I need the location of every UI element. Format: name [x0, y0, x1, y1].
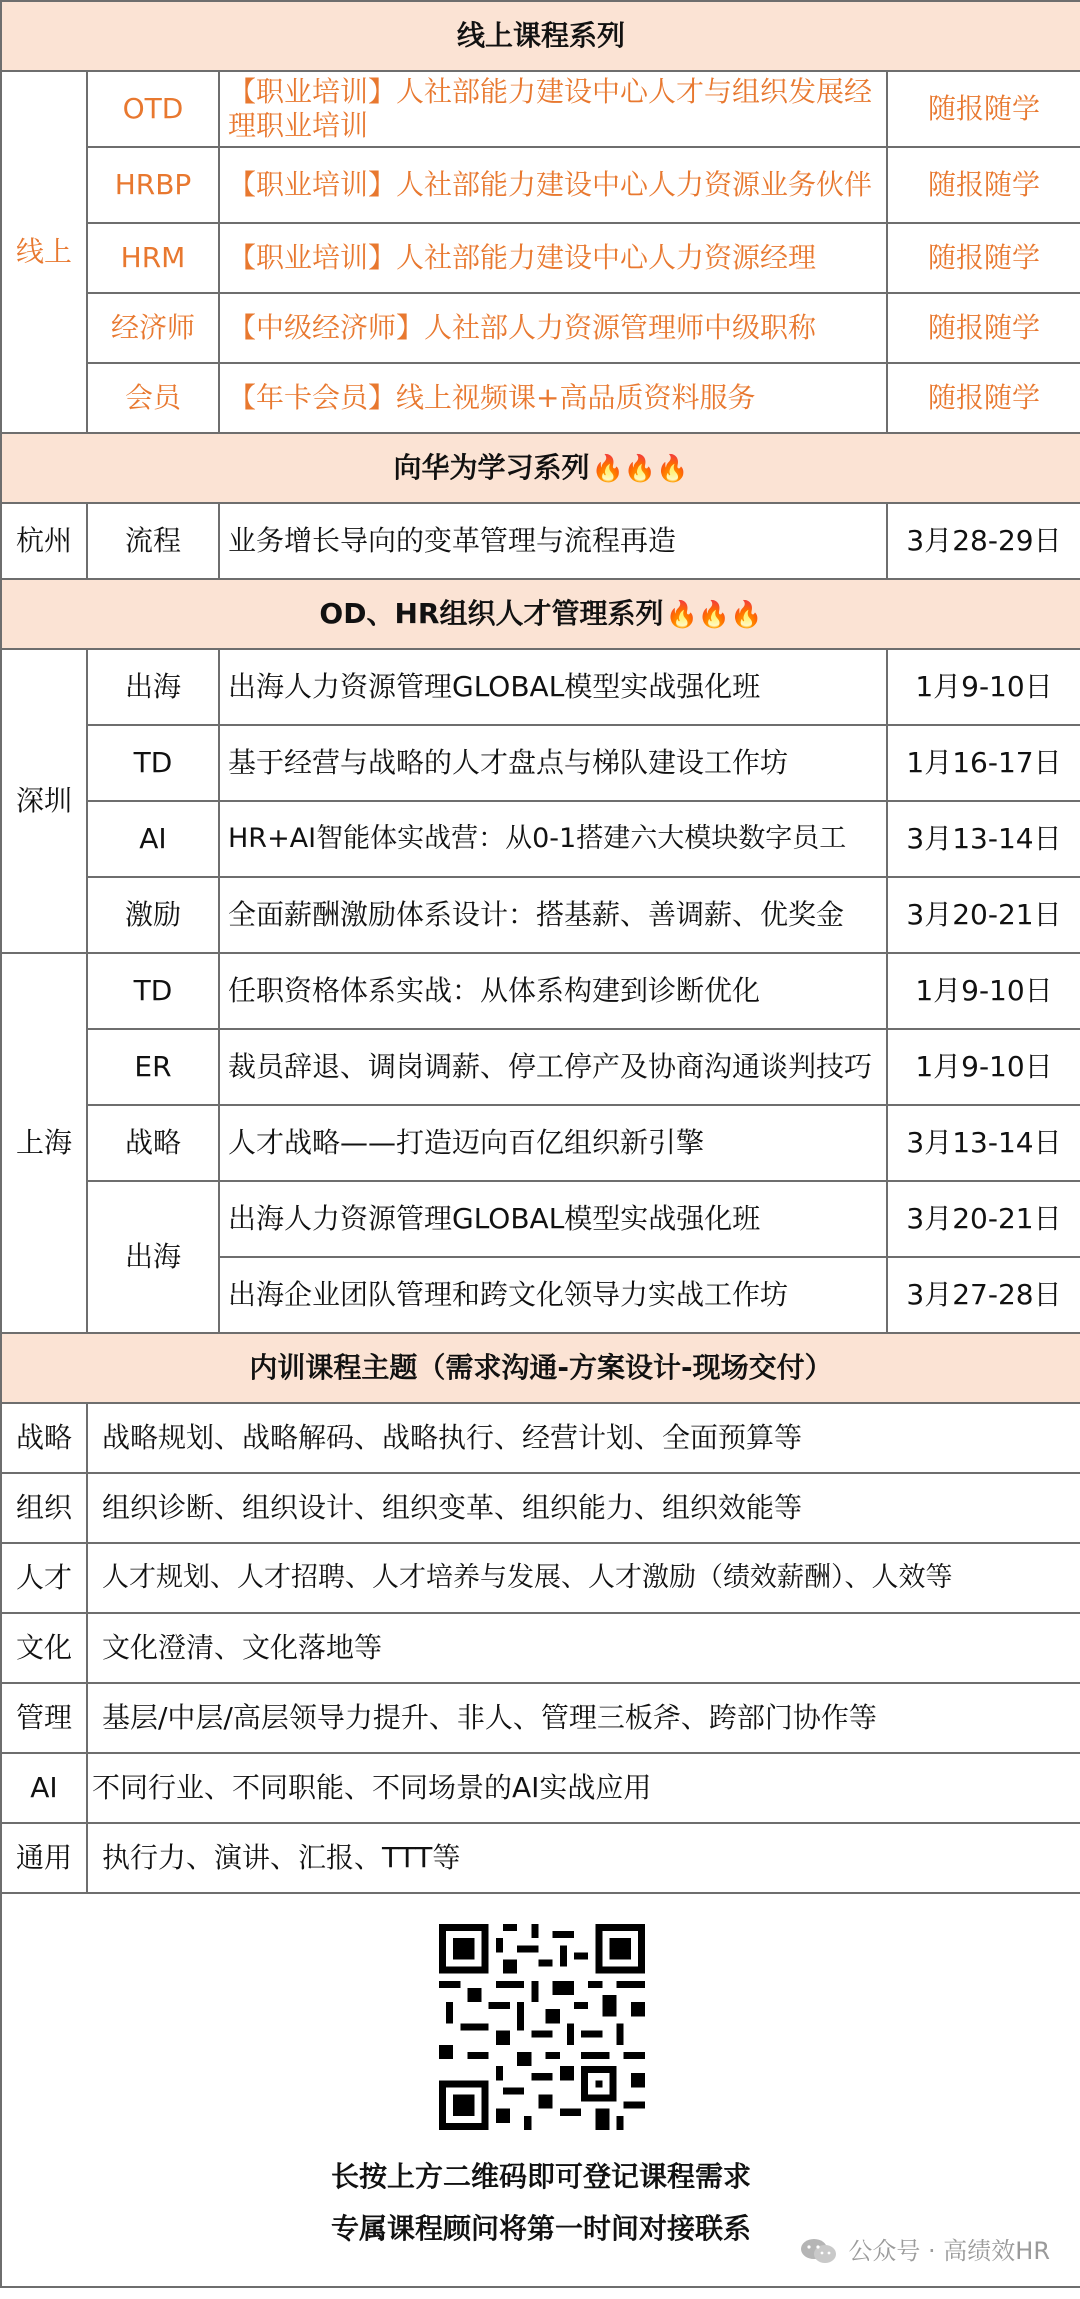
course-date: 随报随学 [887, 71, 1080, 147]
course-title[interactable]: 出海人力资源管理GLOBAL模型实战强化班 [219, 1181, 887, 1257]
course-title[interactable]: 业务增长导向的变革管理与流程再造 [219, 503, 887, 579]
course-code: HRM [87, 223, 219, 293]
course-title[interactable]: 【中级经济师】人社部人力资源管理师中级职称 [219, 293, 887, 363]
table-row [1, 1823, 1080, 1893]
watermark [800, 2234, 1050, 2268]
course-date: 随报随学 [887, 147, 1080, 223]
city-cell: 杭州 [1, 503, 87, 579]
topic-cell: 组织 [1, 1473, 87, 1543]
table-row [1, 71, 1080, 147]
topic-content: 组织诊断、组织设计、组织变革、组织能力、组织效能等 [87, 1473, 1080, 1543]
table-row [1, 1029, 1080, 1105]
section-header-huawei [1, 433, 1080, 503]
course-date: 3月20-21日 [887, 877, 1080, 953]
course-code: OTD [87, 71, 219, 147]
topic-content: 基层/中层/高层领导力提升、非人、管理三板斧、跨部门协作等 [87, 1683, 1080, 1753]
course-date: 3月28-29日 [887, 503, 1080, 579]
topic-cell: AI [1, 1753, 87, 1823]
table-row [1, 1753, 1080, 1823]
course-title[interactable]: 全面薪酬激励体系设计：搭基薪、善调薪、优奖金 [219, 877, 887, 953]
course-title[interactable]: 基于经营与战略的人才盘点与梯队建设工作坊 [219, 725, 887, 801]
table-row [1, 1403, 1080, 1473]
course-date: 3月13-14日 [887, 801, 1080, 877]
course-date: 3月27-28日 [887, 1257, 1080, 1333]
qr-code-icon[interactable] [439, 1924, 645, 2130]
wechat-icon [800, 2237, 838, 2265]
footer-line-1: 长按上方二维码即可登记课程需求 [331, 2160, 752, 2193]
region-cell: 线上 [1, 71, 87, 433]
table-row [1, 147, 1080, 223]
course-title[interactable]: 【职业培训】人社部能力建设中心人力资源经理 [219, 223, 887, 293]
course-date: 3月13-14日 [887, 1105, 1080, 1181]
course-code: AI [87, 801, 219, 877]
table-row [1, 649, 1080, 725]
fire-icon: 🔥🔥🔥 [665, 599, 763, 630]
section-title [1, 433, 1080, 503]
footer-line-2: 专属课程顾问将第一时间对接联系 [331, 2212, 752, 2245]
course-title[interactable]: 出海企业团队管理和跨文化领导力实战工作坊 [219, 1257, 887, 1333]
course-date: 随报随学 [887, 223, 1080, 293]
section-title: 内训课程主题（需求沟通-方案设计-现场交付） [1, 1333, 1080, 1403]
topic-cell: 人才 [1, 1543, 87, 1613]
course-code: 经济师 [87, 293, 219, 363]
table-row [1, 1181, 1080, 1257]
table-row [1, 503, 1080, 579]
section-title: 线上课程系列 [1, 1, 1080, 71]
course-code: 激励 [87, 877, 219, 953]
course-code: 战略 [87, 1105, 219, 1181]
section-title-text: OD、HR组织人才管理系列 [319, 596, 664, 630]
course-code: TD [87, 953, 219, 1029]
table-row [1, 1105, 1080, 1181]
course-date: 1月16-17日 [887, 725, 1080, 801]
table-row [1, 725, 1080, 801]
table-row [1, 1683, 1080, 1753]
course-code: 会员 [87, 363, 219, 433]
course-code: HRBP [87, 147, 219, 223]
course-code: ER [87, 1029, 219, 1105]
table-row [1, 1473, 1080, 1543]
course-title[interactable]: 【年卡会员】线上视频课+高品质资料服务 [219, 363, 887, 433]
course-code: 出海 [87, 649, 219, 725]
topic-content: 执行力、演讲、汇报、TTT等 [87, 1823, 1080, 1893]
course-code: 出海 [87, 1181, 219, 1333]
course-title[interactable]: 裁员辞退、调岗调薪、停工停产及协商沟通谈判技巧 [219, 1029, 887, 1105]
course-title[interactable]: HR+AI智能体实战营：从0-1搭建六大模块数字员工 [219, 801, 887, 877]
course-date: 1月9-10日 [887, 649, 1080, 725]
topic-cell: 管理 [1, 1683, 87, 1753]
topic-cell: 战略 [1, 1403, 87, 1473]
table-row [1, 801, 1080, 877]
table-row [1, 953, 1080, 1029]
course-title[interactable]: 【职业培训】人社部能力建设中心人才与组织发展经理职业培训 [219, 71, 887, 147]
table-row [1, 1543, 1080, 1613]
section-title [1, 579, 1080, 649]
course-title[interactable]: 【职业培训】人社部能力建设中心人力资源业务伙伴 [219, 147, 887, 223]
topic-content: 不同行业、不同职能、不同场景的AI实战应用 [87, 1753, 1080, 1823]
footer-row [1, 1893, 1080, 2287]
topic-content: 文化澄清、文化落地等 [87, 1613, 1080, 1683]
topic-cell: 通用 [1, 1823, 87, 1893]
fire-icon: 🔥🔥🔥 [591, 453, 689, 484]
course-date: 3月20-21日 [887, 1181, 1080, 1257]
watermark-text: 公众号 · 高绩效HR [848, 2237, 1051, 2265]
city-cell: 深圳 [1, 649, 87, 953]
section-header-inhouse [1, 1333, 1080, 1403]
topic-content: 战略规划、战略解码、战略执行、经营计划、全面预算等 [87, 1403, 1080, 1473]
course-code: TD [87, 725, 219, 801]
topic-cell: 文化 [1, 1613, 87, 1683]
course-date: 随报随学 [887, 293, 1080, 363]
course-title[interactable]: 出海人力资源管理GLOBAL模型实战强化班 [219, 649, 887, 725]
section-title-text: 向华为学习系列 [393, 450, 590, 484]
section-header-od [1, 579, 1080, 649]
footer [1, 1893, 1080, 2287]
table-row [1, 877, 1080, 953]
course-code: 流程 [87, 503, 219, 579]
city-cell: 上海 [1, 953, 87, 1333]
table-row [1, 293, 1080, 363]
table-row [1, 223, 1080, 293]
table-row [1, 1613, 1080, 1683]
course-title[interactable]: 任职资格体系实战：从体系构建到诊断优化 [219, 953, 887, 1029]
course-title[interactable]: 人才战略——打造迈向百亿组织新引擎 [219, 1105, 887, 1181]
course-date: 随报随学 [887, 363, 1080, 433]
table-row [1, 363, 1080, 433]
section-header-online [1, 1, 1080, 71]
topic-content: 人才规划、人才招聘、人才培养与发展、人才激励（绩效薪酬）、人效等 [87, 1543, 1080, 1613]
course-date: 1月9-10日 [887, 1029, 1080, 1105]
course-date: 1月9-10日 [887, 953, 1080, 1029]
